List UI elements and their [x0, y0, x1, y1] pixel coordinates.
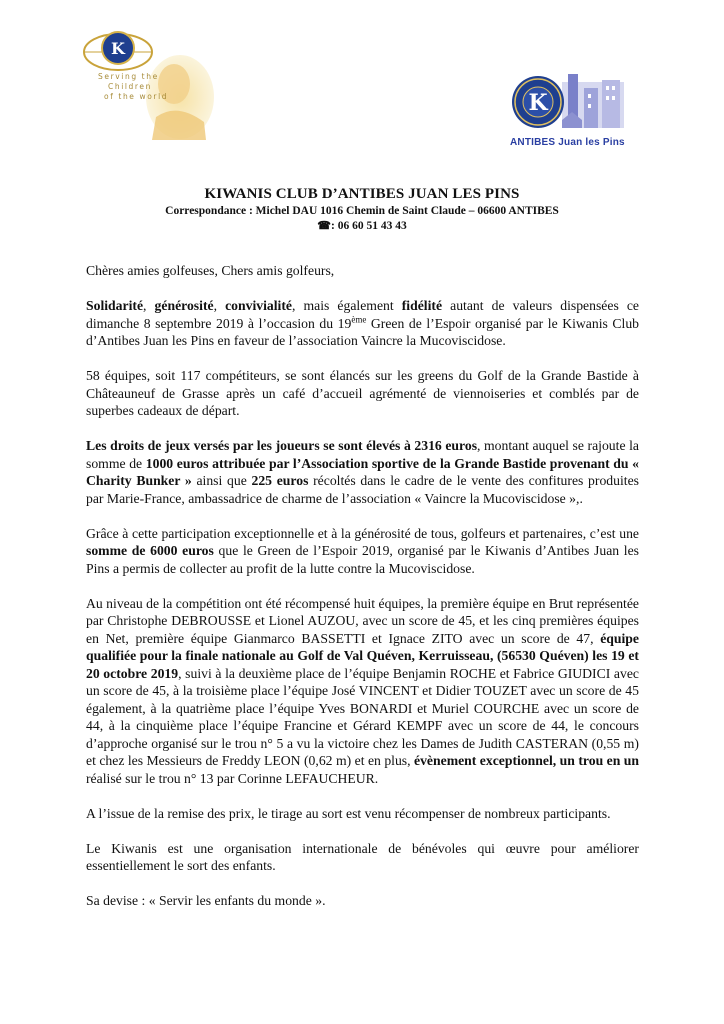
- paragraph-draw: A l’issue de la remise des prix, le tirage au sort est venu récompenser de nombreux participants.: [86, 805, 611, 821]
- kiwanis-international-logo: [82, 22, 222, 142]
- paragraph-kiwanis: Le Kiwanis est une organisation internationale de bénévoles qui œuvre pour améliorer essentiellement le sort des enfants.: [86, 840, 639, 873]
- svg-text:K: K: [528, 90, 548, 116]
- telephone-icon: ☎: [317, 220, 331, 232]
- paragraph-fees: Les droits de jeux versés par les joueurs se sont élevés à 2316 euros, montant auquel se rajoute la somme de 1000 euros attribuée par l’Association sportive de la Grande Bastide provenant du « Charity Bunker » ainsi que 225 euros récoltés dans le cadre de le vente des confitures produites par Marie-France, ambassadrice de charme de l’association « Vaincre la Mucoviscidose »,.: [86, 438, 639, 506]
- svg-text:K: K: [111, 39, 125, 58]
- tagline-line-3: of the world: [104, 92, 169, 101]
- correspondence-address: Correspondance : Michel DAU 1016 Chemin de Saint Claude – 06600 ANTIBES: [165, 205, 559, 217]
- paragraph-motto: Sa devise : « Servir les enfants du monde ».: [86, 893, 326, 908]
- phone-line: [0, 219, 724, 232]
- tagline-line-2: Children: [108, 82, 153, 91]
- paragraph-total: Grâce à cette participation exceptionnelle et à la générosité de tous, golfeurs et partenaires, c’est une somme de 6000 euros que le Green de l’Espoir 2019, organisé par le Kiwanis d’Antibes Juan les Pins a permis de collecter au profit de la lutte contre la Mucoviscidose.: [86, 525, 639, 576]
- paragraph-competition: Au niveau de la compétition ont été récompensé huit équipes, la première équipe en Brut représentée par Christophe DEBROUSSE et Lionel AUZOU, avec un score de 45, et les cinq premières équipes en Net, première équipe Gianmarco BASSETTI et Ignace ZITO avec un score de 47, équipe qualifiée pour la finale nationale au Golf de Val Quéven, Kerruisseau, (56530 Quéven) les 19 et 20 octobre 2019, suivi à la deuxième place de l’équipe Benjamin ROCHE et Fabrice GIUDICI avec un score de 45, à la troisième place l’équipe José VINCENT et Didier TOUZET avec un score de 45 également, à la quatrième place l’équipe Yves BONARDI et Muriel COURCHE avec un score de 44, à la cinquième place l’équipe Francine et Gérard KEMPF avec un score de 44, le concours d’approche organisé sur le trou n° 5 a vu la victoire chez les Dames de Judith CASTERAN (0,55 m) et chez les Messieurs de Freddy LEON (0,62 m) et en plus, évènement exceptionnel, un trou en un réalisé sur le trou n° 13 par Corinne LEFAUCHEUR.: [86, 595, 639, 786]
- letter-body: [86, 262, 639, 927]
- club-title: KIWANIS CLUB D’ANTIBES JUAN LES PINS: [204, 186, 520, 202]
- kiwanis-antibes-logo: [510, 72, 636, 148]
- paragraph-teams: 58 équipes, soit 117 compétiteurs, se sont élancés sur les greens du Golf de la Grande Bastide à Châteauneuf de Grasse après un café d’accueil agrémenté de viennoiseries et comblés par de superbes cadeaux de départ.: [86, 368, 639, 418]
- greeting: Chères amies golfeuses, Chers amis golfeurs,: [86, 263, 335, 278]
- logo-caption: ANTIBES Juan les Pins: [510, 137, 625, 148]
- letterhead: [0, 186, 724, 232]
- tagline-line-1: Serving the: [98, 72, 159, 81]
- paragraph-values: Solidarité, générosité, convivialité, mais également fidélité autant de valeurs dispensées ce dimanche 8 septembre 2019 à l’occasion du 19ème Green de l’Espoir organisé par le Kiwanis Club d’Antibes Juan les Pins en faveur de l’association Vaincre la Mucoviscidose.: [86, 298, 640, 348]
- phone-number: : 06 60 51 43 43: [330, 220, 407, 232]
